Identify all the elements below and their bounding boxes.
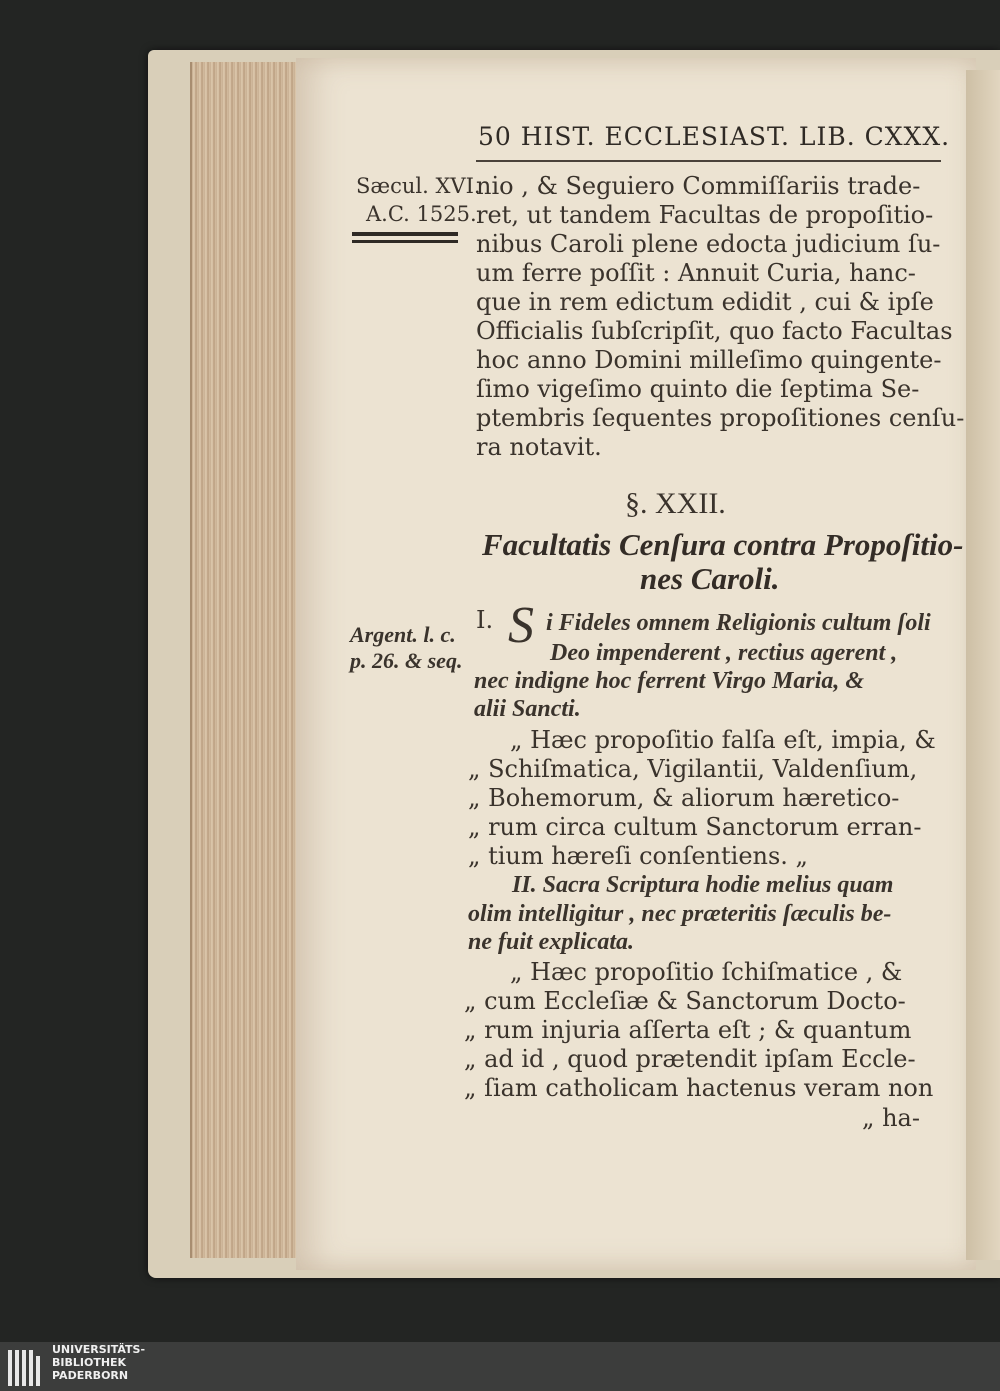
censure-line: „ ſiam catholicam hactenus veram non [464, 1074, 934, 1102]
text-line: Officialis ſubſcripſit, quo facto Facultas [476, 317, 953, 345]
library-name-line: BIBLIOTHEK [52, 1356, 127, 1369]
proposition-text: II. Sacra Scriptura hodie melius quam [512, 872, 894, 898]
proposition-number: I. [476, 606, 494, 634]
text-line: ptembris ſequentes propoſitiones cenſu- [476, 404, 965, 432]
library-name-line: PADERBORN [52, 1369, 129, 1382]
censure-line: „ Hæc propoſitio falſa eſt, impia, & [510, 726, 936, 754]
header-rule [476, 160, 941, 162]
text-line: hoc anno Domini milleſimo quingente- [476, 346, 942, 374]
catchword: „ ha- [862, 1104, 920, 1132]
text-line: ret, ut tandem Facultas de propoſitio- [476, 201, 934, 229]
censure-line: „ Hæc propoſitio ſchiſmatice , & [510, 958, 903, 986]
section-title-cont: nes Caroli. [640, 561, 780, 596]
margin-ref-page: p. 26. & seq. [350, 648, 463, 673]
text-line: nibus Caroli plene edocta judicium ſu- [476, 230, 941, 258]
library-logo-icon [8, 1348, 44, 1386]
proposition-text: Deo impenderent , rectius agerent , [550, 640, 898, 666]
censure-line: „ tium hæreſi conſentiens. „ [468, 842, 808, 870]
proposition-text: alii Sancti. [474, 696, 581, 722]
library-logo-text [52, 1343, 145, 1382]
page-edges [190, 62, 302, 1258]
section-number: §. XXII. [625, 487, 726, 520]
text-line: que in rem edictum edidit , cui & ipſe [476, 288, 934, 316]
section-title: Facultatis Cenſura contra Propoſitio- [482, 527, 964, 562]
censure-line: „ cum Eccleſiæ & Sanctorum Docto- [464, 987, 906, 1015]
proposition-text: i Fideles omnem Religionis cultum ſoli [546, 610, 931, 636]
margin-rule-2 [352, 240, 458, 243]
margin-rule [352, 232, 458, 236]
censure-line: „ Schiſmatica, Vigilantii, Valdenſium, [468, 755, 918, 783]
censure-line: „ rum circa cultum Sanctorum erran- [468, 813, 922, 841]
margin-anno: A.C. 1525. [366, 202, 477, 226]
censure-line: „ rum injuria aſſerta eſt ; & quantum [464, 1016, 912, 1044]
proposition-text: nec indigne hoc ferrent Virgo Maria, & [474, 668, 865, 694]
facing-page-edge [966, 70, 1000, 1260]
proposition-text: olim intelligitur , nec præteritis ſæculis be- [468, 901, 892, 927]
censure-line: „ ad id , quod prætendit ipſam Eccle- [464, 1045, 916, 1073]
proposition-text: ne fuit explicata. [468, 929, 634, 955]
text-line: nio , & Seguiero Commiſſariis trade- [476, 172, 921, 200]
drop-capital: S [508, 597, 534, 654]
library-name-line: UNIVERSITÄTS- [52, 1343, 146, 1356]
library-footer-bar [0, 1342, 1000, 1391]
text-line: ſimo vigeſimo quinto die ſeptima Se- [476, 375, 920, 403]
margin-ref: Argent. l. c. [350, 622, 456, 647]
text-line: um ferre poſſit : Annuit Curia, hanc- [476, 259, 916, 287]
running-header: 50 HIST. ECCLESIAST. LIB. CXXX. [478, 122, 951, 151]
censure-line: „ Bohemorum, & aliorum hæretico- [468, 784, 900, 812]
margin-saeculum: Sæcul. XVI. [356, 174, 481, 198]
text-line: ra notavit. [476, 433, 602, 461]
